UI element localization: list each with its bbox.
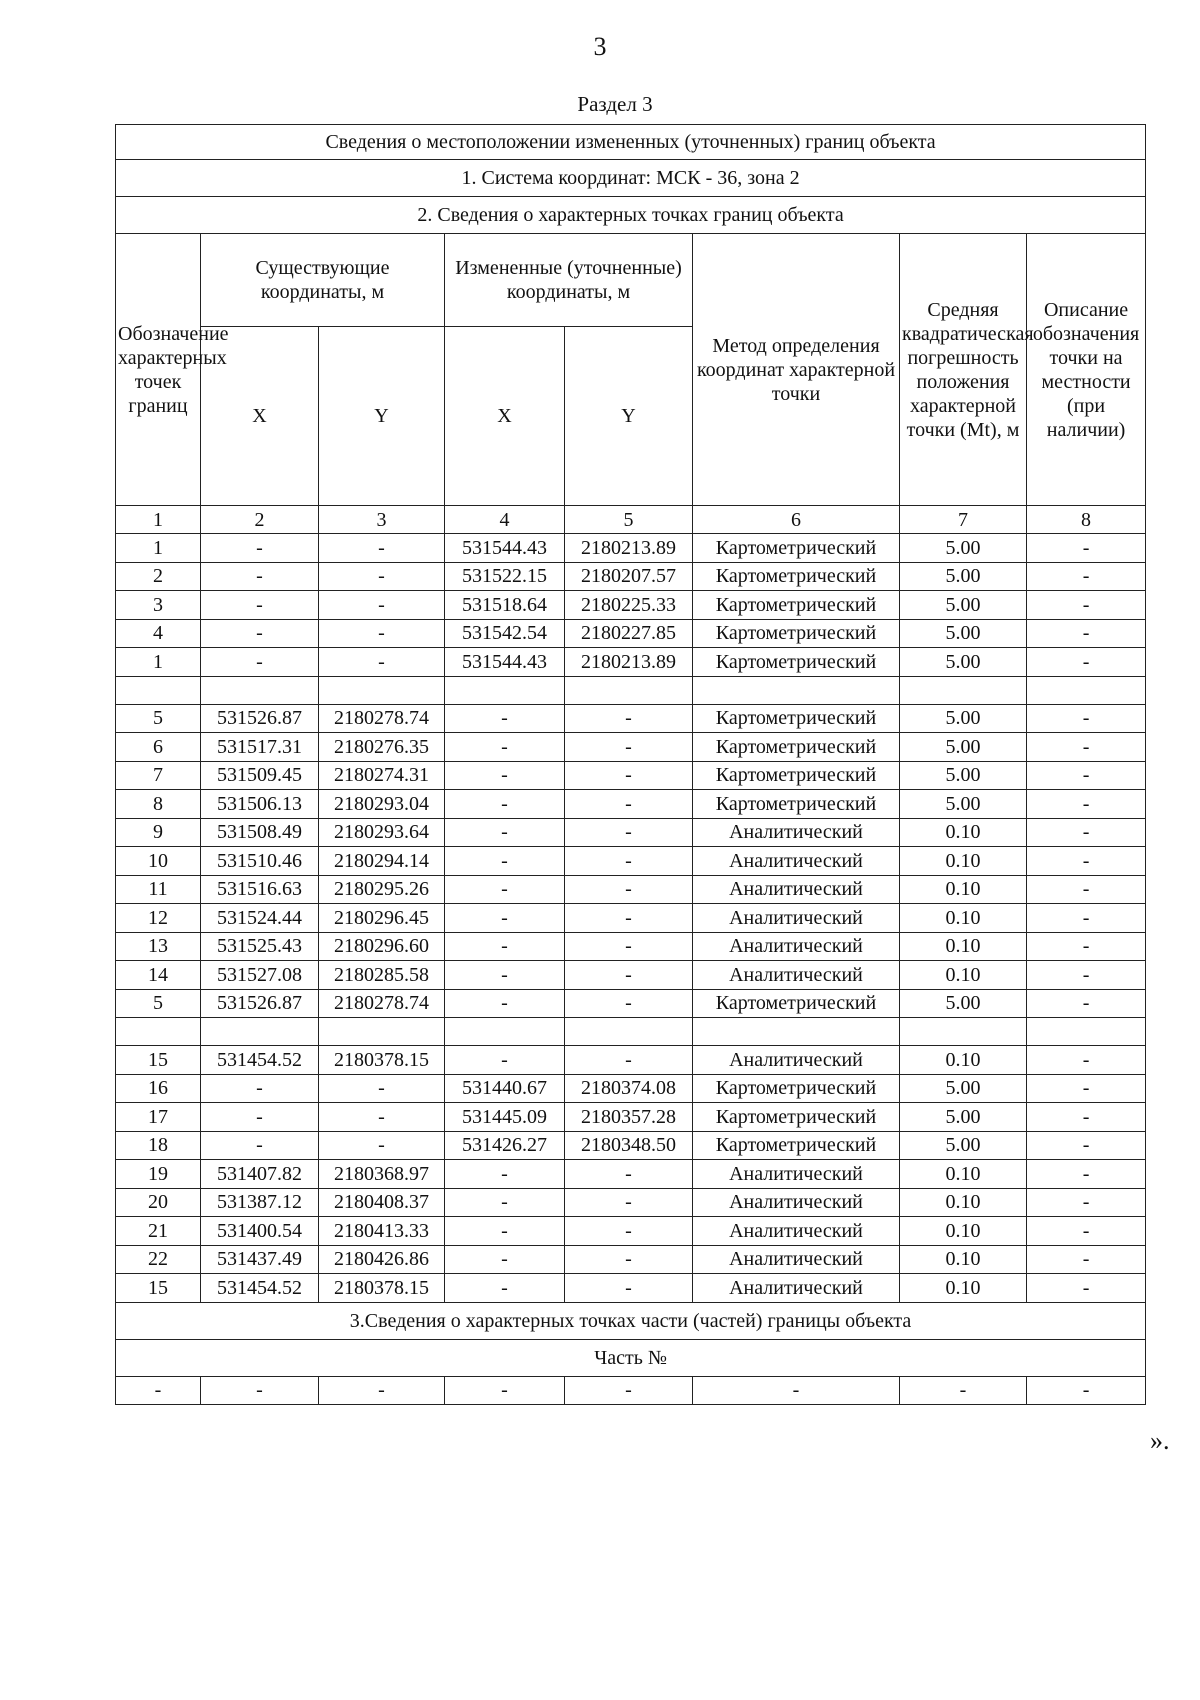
table-cell: - [565,1217,693,1246]
table-cell: 2 [116,562,201,591]
table-cell: - [1027,1160,1146,1189]
table-row [116,1160,1146,1189]
table-cell: 2180278.74 [319,989,445,1018]
table-cell: 2180285.58 [319,961,445,990]
table-cell: 531522.15 [445,562,565,591]
table-cell: 2180408.37 [319,1188,445,1217]
table-cell: - [319,1074,445,1103]
table-cell: - [565,932,693,961]
table-cell: 5 [116,704,201,733]
parts-cell: - [445,1376,565,1405]
empty-cell [116,676,201,704]
table-row [116,904,1146,933]
empty-cell [445,676,565,704]
table-cell: 2180213.89 [565,648,693,677]
table-cell: 14 [116,961,201,990]
table-cell: Картометрический [693,562,900,591]
column-number: 4 [445,506,565,534]
table-cell: - [1027,1188,1146,1217]
table-cell: - [445,733,565,762]
table-cell: - [1027,989,1146,1018]
header-method: Метод определения координат характерной точки [693,234,900,506]
empty-cell [319,676,445,704]
table-cell: - [1027,562,1146,591]
table-cell: - [1027,904,1146,933]
table-cell: 2180227.85 [565,619,693,648]
table-cell: 2180374.08 [565,1074,693,1103]
header-changed: Измененные (уточненные) координаты, м [445,234,693,327]
table-cell: 531544.43 [445,648,565,677]
table-cell: - [319,534,445,563]
table-cell: 5.00 [900,591,1027,620]
column-number: 2 [201,506,319,534]
table-cell: 13 [116,932,201,961]
table-cell: - [445,790,565,819]
table-cell: - [1027,591,1146,620]
table-cell: 0.10 [900,1188,1027,1217]
parts-cell: - [693,1376,900,1405]
table-cell: 2180225.33 [565,591,693,620]
table-cell: - [201,1131,319,1160]
table-cell: - [201,562,319,591]
table-row [116,733,1146,762]
table-cell: 5.00 [900,562,1027,591]
table-cell: 5.00 [900,704,1027,733]
table-cell: - [1027,619,1146,648]
header-existing-x: X [201,327,319,506]
table-cell: Аналитический [693,904,900,933]
table-cell: 7 [116,761,201,790]
empty-cell [693,676,900,704]
table-cell: 2180213.89 [565,534,693,563]
table-cell: 2180278.74 [319,704,445,733]
table-row [116,1074,1146,1103]
part-number-label: Часть № [116,1339,1146,1376]
table-cell: - [319,1131,445,1160]
empty-cell [319,1018,445,1046]
column-number: 1 [116,506,201,534]
table-cell: 531437.49 [201,1245,319,1274]
table-cell: - [445,875,565,904]
parts-cell: - [565,1376,693,1405]
table-cell: 5.00 [900,1103,1027,1132]
table-cell: - [565,847,693,876]
table-cell: Аналитический [693,1046,900,1075]
table-cell: - [1027,1131,1146,1160]
table-cell: - [445,1217,565,1246]
table-cell: - [1027,1046,1146,1075]
table-row [116,704,1146,733]
table-cell: - [445,904,565,933]
table-cell: - [319,1103,445,1132]
table-cell: - [1027,733,1146,762]
table-row [116,534,1146,563]
table-cell: 2180276.35 [319,733,445,762]
table-cell: 2180378.15 [319,1046,445,1075]
table-cell: 3 [116,591,201,620]
table-cell: 0.10 [900,818,1027,847]
table-cell: - [1027,534,1146,563]
table-cell: 5.00 [900,1074,1027,1103]
empty-cell [201,676,319,704]
table-cell: - [565,761,693,790]
empty-cell [1027,1018,1146,1046]
table-cell: 531506.13 [201,790,319,819]
table-cell: - [565,733,693,762]
table-cell: - [1027,761,1146,790]
table-cell: 531544.43 [445,534,565,563]
table-cell: Картометрический [693,1074,900,1103]
coordinate-system: 1. Система координат: МСК - 36, зона 2 [116,160,1146,197]
table-cell: 2180426.86 [319,1245,445,1274]
table-cell: 531526.87 [201,989,319,1018]
table-cell: 0.10 [900,1046,1027,1075]
header-existing-y: Y [319,327,445,506]
empty-cell [565,676,693,704]
table-cell: 2180348.50 [565,1131,693,1160]
section-title: Раздел 3 [577,92,653,116]
table-cell: Аналитический [693,1217,900,1246]
parts-cell: - [116,1376,201,1405]
table-cell: - [565,704,693,733]
table-cell: 21 [116,1217,201,1246]
table-cell: - [1027,932,1146,961]
points-heading: 2. Сведения о характерных точках границ объекта [116,197,1146,234]
empty-cell [900,676,1027,704]
table-cell: 12 [116,904,201,933]
table-cell: - [319,619,445,648]
table-cell: 2180296.60 [319,932,445,961]
table-cell: Картометрический [693,1103,900,1132]
table-cell: 531518.64 [445,591,565,620]
table-row [116,790,1146,819]
table-cell: - [565,989,693,1018]
table-cell: - [445,932,565,961]
table-cell: 2180368.97 [319,1160,445,1189]
empty-cell [900,1018,1027,1046]
table-row [116,875,1146,904]
table-row [116,1131,1146,1160]
table-cell: - [319,562,445,591]
table-cell: - [565,1274,693,1303]
table-cell: 5.00 [900,761,1027,790]
table-cell: 1 [116,648,201,677]
table-cell: 531509.45 [201,761,319,790]
table-cell: - [565,875,693,904]
table-cell: - [1027,818,1146,847]
table-cell: 531527.08 [201,961,319,990]
table-row [116,818,1146,847]
table-cell: 10 [116,847,201,876]
table-cell: Аналитический [693,932,900,961]
column-number: 8 [1027,506,1146,534]
table-cell: 11 [116,875,201,904]
table-cell: 22 [116,1245,201,1274]
table-cell: 531516.63 [201,875,319,904]
table-cell: Картометрический [693,648,900,677]
table-cell: 5.00 [900,790,1027,819]
table-cell: 18 [116,1131,201,1160]
empty-cell [1027,676,1146,704]
table-cell: - [445,1245,565,1274]
table-cell: 531426.27 [445,1131,565,1160]
table-row [116,591,1146,620]
table-cell: - [565,961,693,990]
table-cell: - [565,1188,693,1217]
table-cell: Картометрический [693,733,900,762]
table-row [116,619,1146,648]
table-cell: Аналитический [693,1274,900,1303]
table-cell: 8 [116,790,201,819]
table-cell: 531407.82 [201,1160,319,1189]
table-cell: Картометрический [693,989,900,1018]
table-cell: Аналитический [693,875,900,904]
table-row [116,961,1146,990]
table-cell: 0.10 [900,847,1027,876]
table-cell: 0.10 [900,1274,1027,1303]
table-cell: 20 [116,1188,201,1217]
table-cell: 2180296.45 [319,904,445,933]
table-cell: 0.10 [900,932,1027,961]
table-cell: - [1027,1103,1146,1132]
header-changed-y: Y [565,327,693,506]
table-row [116,1103,1146,1132]
table-row [116,1046,1146,1075]
table-cell: - [1027,790,1146,819]
table-cell: 2180295.26 [319,875,445,904]
table-cell: Картометрический [693,591,900,620]
table-cell: - [1027,1217,1146,1246]
parts-cell: - [201,1376,319,1405]
parts-heading: 3.Сведения о характерных точках части (частей) границы объекта [116,1302,1146,1339]
empty-cell [565,1018,693,1046]
table-cell: 531445.09 [445,1103,565,1132]
empty-cell [693,1018,900,1046]
table-cell: Картометрический [693,619,900,648]
parts-cell: - [1027,1376,1146,1405]
parts-cell: - [319,1376,445,1405]
table-cell: - [201,1074,319,1103]
table-banner: Сведения о местоположении измененных (уточненных) границ объекта [116,125,1146,160]
table-cell: Аналитический [693,1188,900,1217]
table-cell: 5 [116,989,201,1018]
table-cell: 531542.54 [445,619,565,648]
table-cell: - [445,989,565,1018]
table-cell: - [445,1046,565,1075]
table-row [116,1274,1146,1303]
table-cell: - [565,904,693,933]
table-cell: - [445,961,565,990]
table-cell: - [565,790,693,819]
empty-cell [445,1018,565,1046]
table-cell: - [565,1245,693,1274]
table-cell: 9 [116,818,201,847]
table-cell: Аналитический [693,961,900,990]
table-cell: - [201,648,319,677]
table-cell: - [1027,648,1146,677]
table-cell: 0.10 [900,1217,1027,1246]
table-cell: - [445,761,565,790]
table-cell: 0.10 [900,1160,1027,1189]
table-cell: 1 [116,534,201,563]
table-cell: - [1027,961,1146,990]
table-cell: 531400.54 [201,1217,319,1246]
table-cell: - [445,818,565,847]
table-cell: - [201,619,319,648]
table-cell: - [445,847,565,876]
table-cell: 0.10 [900,1245,1027,1274]
table-cell: 5.00 [900,1131,1027,1160]
table-cell: - [445,1188,565,1217]
table-cell: 531525.43 [201,932,319,961]
column-number-row [116,506,1146,534]
closing-quote-mark: ». [1150,1426,1170,1455]
table-cell: 2180293.04 [319,790,445,819]
table-cell: - [201,1103,319,1132]
table-cell: 531387.12 [201,1188,319,1217]
table-cell: 2180293.64 [319,818,445,847]
table-cell: 0.10 [900,875,1027,904]
parts-row [116,1376,1146,1405]
table-cell: 2180378.15 [319,1274,445,1303]
table-cell: 531440.67 [445,1074,565,1103]
column-number: 6 [693,506,900,534]
table-body [116,125,1146,1405]
table-cell: - [1027,847,1146,876]
table-cell: Аналитический [693,818,900,847]
table-row [116,1245,1146,1274]
parts-cell: - [900,1376,1027,1405]
table-cell: Картометрический [693,704,900,733]
table-cell: - [1027,1274,1146,1303]
table-cell: 531454.52 [201,1046,319,1075]
column-number: 5 [565,506,693,534]
table-cell: 531508.49 [201,818,319,847]
table-cell: 2180413.33 [319,1217,445,1246]
table-row [116,1217,1146,1246]
header-designation: Обозначение характерных точек границ [116,234,201,506]
table-row [116,761,1146,790]
table-cell: 531454.52 [201,1274,319,1303]
table-cell: - [1027,704,1146,733]
table-cell: 2180207.57 [565,562,693,591]
table-cell: 17 [116,1103,201,1132]
table-cell: - [565,1046,693,1075]
table-row [116,1188,1146,1217]
table-cell: Картометрический [693,534,900,563]
table-cell: 5.00 [900,534,1027,563]
table-cell: 5.00 [900,989,1027,1018]
table-row [116,989,1146,1018]
empty-cell [201,1018,319,1046]
table-cell: 531524.44 [201,904,319,933]
table-cell: - [1027,1245,1146,1274]
table-cell: 15 [116,1046,201,1075]
table-cell: Аналитический [693,847,900,876]
table-cell: 5.00 [900,733,1027,762]
table-cell: 5.00 [900,619,1027,648]
table-cell: - [201,534,319,563]
table-cell: 4 [116,619,201,648]
table-row [116,847,1146,876]
header-description: Описание обозначения точки на местности (при наличии) [1027,234,1146,506]
table-cell: - [319,648,445,677]
page-number: 3 [593,32,607,61]
table-cell: - [445,1274,565,1303]
table-row [116,932,1146,961]
table-cell: - [565,818,693,847]
boundary-coordinates-table [115,124,1146,1405]
table-cell: - [565,1160,693,1189]
header-existing: Существующие координаты, м [201,234,445,327]
table-cell: - [201,591,319,620]
empty-cell [116,1018,201,1046]
table-row [116,562,1146,591]
table-cell: 2180274.31 [319,761,445,790]
table-row [116,648,1146,677]
column-number: 7 [900,506,1027,534]
header-error: Средняя квадратическая погрешность положения характерной точки (Mt), м [900,234,1027,506]
column-number: 3 [319,506,445,534]
table-cell: - [445,704,565,733]
table-cell: 15 [116,1274,201,1303]
table-cell: 531526.87 [201,704,319,733]
table-cell: 5.00 [900,648,1027,677]
table-cell: 531510.46 [201,847,319,876]
group-separator-row [116,676,1146,704]
table-cell: Картометрический [693,1131,900,1160]
table-cell: 531517.31 [201,733,319,762]
table-cell: Картометрический [693,790,900,819]
table-cell: - [1027,1074,1146,1103]
table-cell: - [319,591,445,620]
table-cell: - [445,1160,565,1189]
group-separator-row [116,1018,1146,1046]
table-cell: 0.10 [900,904,1027,933]
table-cell: 2180294.14 [319,847,445,876]
header-changed-x: X [445,327,565,506]
table-cell: 0.10 [900,961,1027,990]
table-cell: Аналитический [693,1160,900,1189]
table-cell: - [1027,875,1146,904]
table-cell: 6 [116,733,201,762]
table-cell: Аналитический [693,1245,900,1274]
table-cell: 19 [116,1160,201,1189]
table-cell: 2180357.28 [565,1103,693,1132]
table-cell: Картометрический [693,761,900,790]
table-cell: 16 [116,1074,201,1103]
